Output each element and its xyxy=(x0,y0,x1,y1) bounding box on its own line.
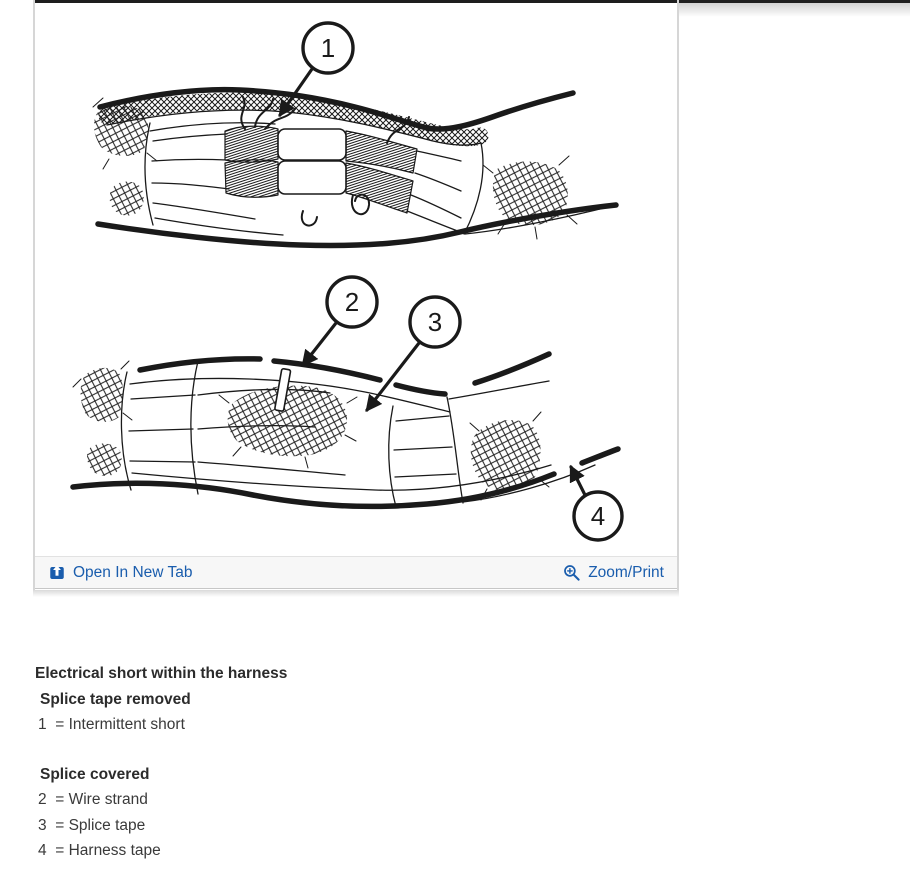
open-in-new-tab-link[interactable] xyxy=(48,564,192,582)
viewer-footer-bar xyxy=(35,556,677,589)
legend-item: 4 = Harness tape xyxy=(38,842,161,859)
legend-title: Electrical short within the harness xyxy=(35,665,288,682)
legend-item: 1 = Intermittent short xyxy=(38,716,185,733)
legend-spacer xyxy=(35,738,287,762)
callout-4-label: 4 xyxy=(590,501,606,531)
callout-2-label: 2 xyxy=(344,287,360,317)
legend-heading: Splice tape removed xyxy=(40,690,191,708)
open-in-new-tab-icon xyxy=(48,564,66,582)
zoom-print-link[interactable] xyxy=(562,563,664,582)
tape-patch xyxy=(110,182,144,216)
open-in-new-tab-label: Open In New Tab xyxy=(73,563,193,581)
zoom-print-label: Zoom/Print xyxy=(588,563,664,581)
callout-4-arrow xyxy=(571,467,585,495)
callout-2-arrow xyxy=(303,323,336,365)
splice-tape-patch xyxy=(228,386,347,457)
bottom-harness xyxy=(73,277,622,540)
legend-item: 2 = Wire strand xyxy=(38,791,148,808)
legend-heading: Splice covered xyxy=(40,765,150,783)
harness-diagram xyxy=(35,3,677,556)
legend xyxy=(35,661,287,864)
callout-3-label: 3 xyxy=(427,307,443,337)
legend-item: 3 = Splice tape xyxy=(38,816,146,834)
top-harness xyxy=(93,23,616,245)
viewer-footer-shadow xyxy=(33,590,679,597)
callout-1-label: 1 xyxy=(320,33,336,63)
panel-border-right xyxy=(677,0,679,590)
diagram-panel xyxy=(35,3,677,556)
zoom-print-icon xyxy=(562,563,581,582)
